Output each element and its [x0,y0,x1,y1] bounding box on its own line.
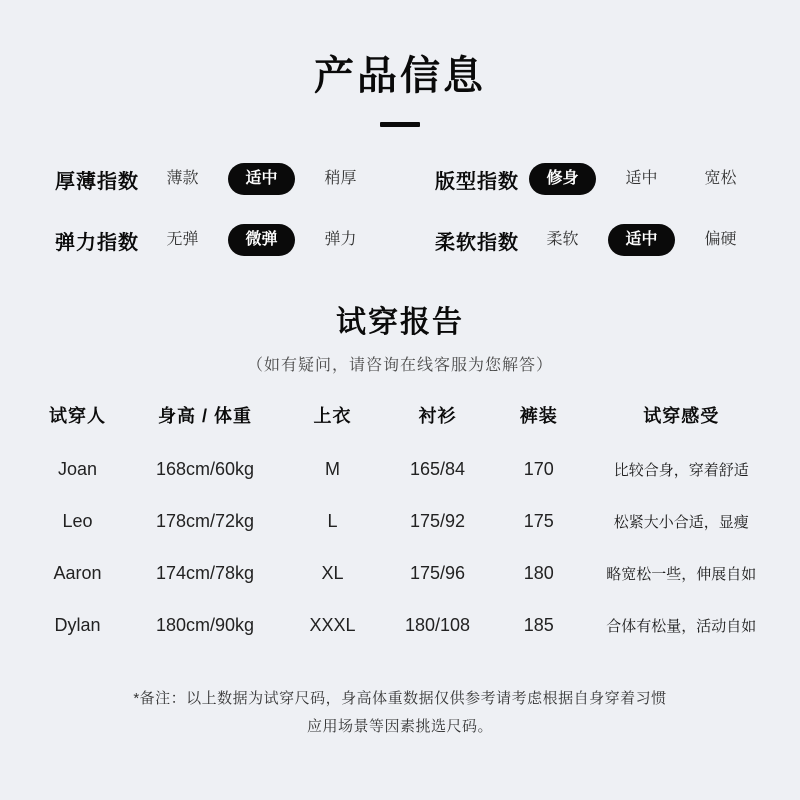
index-row [0,224,400,256]
table-header-cell: 身高 / 体重 [157,406,252,426]
tester-name-cell: Aaron [53,562,102,583]
title-section [0,0,800,127]
table-cell: 180 [523,562,554,583]
index-options [523,163,760,195]
table-cell: 略宽松一些，伸展自如 [606,565,757,583]
table-cell: 合体有松量，活动自如 [606,617,757,635]
fitting-table [25,401,775,651]
table-cell: 170 [523,458,554,479]
index-option-slot [222,224,301,256]
index-option-slot [602,163,681,195]
fitting-report-title: 试穿报告 [336,306,464,339]
table-cell: 174cm/78kg [155,562,255,583]
index-option: 薄款 [166,170,199,187]
table-header-cell: 试穿人 [49,406,106,426]
tester-name-cell: Leo [62,510,93,531]
index-grid [0,163,800,256]
index-option-slot [222,163,301,195]
index-option: 柔软 [546,231,579,248]
index-option: 宽松 [704,170,737,187]
tester-name-cell: Dylan [54,614,101,635]
index-options [143,163,380,195]
index-option: 稍厚 [324,170,357,187]
table-cell: 178cm/72kg [155,510,255,531]
fitting-report-subtitle: （如有疑问，请咨询在线客服为您解答） [246,357,553,374]
table-cell: 180/108 [404,614,471,635]
table-cell: 175 [523,510,554,531]
index-label: 厚薄指数 [55,170,139,193]
table-cell: XL [321,562,344,583]
table-cell: XXXL [309,614,356,635]
table-header-cell: 衬衫 [418,406,457,426]
table-cell: M [325,458,340,479]
index-option: 无弹 [166,231,199,248]
index-option-slot [681,224,760,256]
index-option-slot [143,224,222,256]
index-option-active-pill: 修身 [529,163,595,195]
table-cell: 比较合身，穿着舒适 [613,461,749,479]
index-option-slot [301,224,380,256]
fitting-table-wrap [0,401,800,651]
table-cell: 松紧大小合适，显瘦 [613,513,749,531]
fitting-table-body [25,443,775,651]
index-option: 偏硬 [704,231,737,248]
table-cell: 168cm/60kg [155,458,255,479]
table-cell: 175/92 [409,510,466,531]
index-option: 弹力 [324,231,357,248]
index-option-slot [301,163,380,195]
table-row [25,495,775,547]
index-option-active-pill: 适中 [608,224,674,256]
index-option-slot [602,224,681,256]
index-options [523,224,760,256]
index-option-active-pill: 适中 [228,163,294,195]
table-cell: L [327,510,338,531]
table-header-cell: 裤装 [519,406,558,426]
index-option-slot [143,163,222,195]
table-row [25,599,775,651]
footer-note [0,685,800,741]
table-cell: 165/84 [409,458,466,479]
header-row [25,401,775,443]
table-row [25,443,775,495]
table-cell: 185 [523,614,554,635]
index-label: 柔软指数 [435,231,519,254]
index-option: 适中 [625,170,658,187]
table-header-cell: 上衣 [313,406,352,426]
index-label: 弹力指数 [55,231,139,254]
page-title: 产品信息 [314,54,486,98]
footer-note-line1: *备注：以上数据为试穿尺码，身高体重数据仅供参考请考虑根据自身穿着习惯 [133,690,667,707]
footer-note-line2: 应用场景等因素挑选尺码。 [306,718,493,735]
fitting-table-head [25,401,775,443]
fitting-report-header [0,308,800,375]
index-row [400,163,800,195]
index-label: 版型指数 [435,170,519,193]
index-option-active-pill: 微弹 [228,224,294,256]
index-option-slot [523,224,602,256]
index-option-slot [681,163,760,195]
tester-name-cell: Joan [57,458,98,479]
index-option-slot [523,163,602,195]
table-cell: 175/96 [409,562,466,583]
title-dash-divider [380,122,420,127]
index-options [143,224,380,256]
index-row [0,163,400,195]
table-row [25,547,775,599]
table-cell: 180cm/90kg [155,614,255,635]
index-row [400,224,800,256]
table-header-cell: 试穿感受 [643,406,720,426]
